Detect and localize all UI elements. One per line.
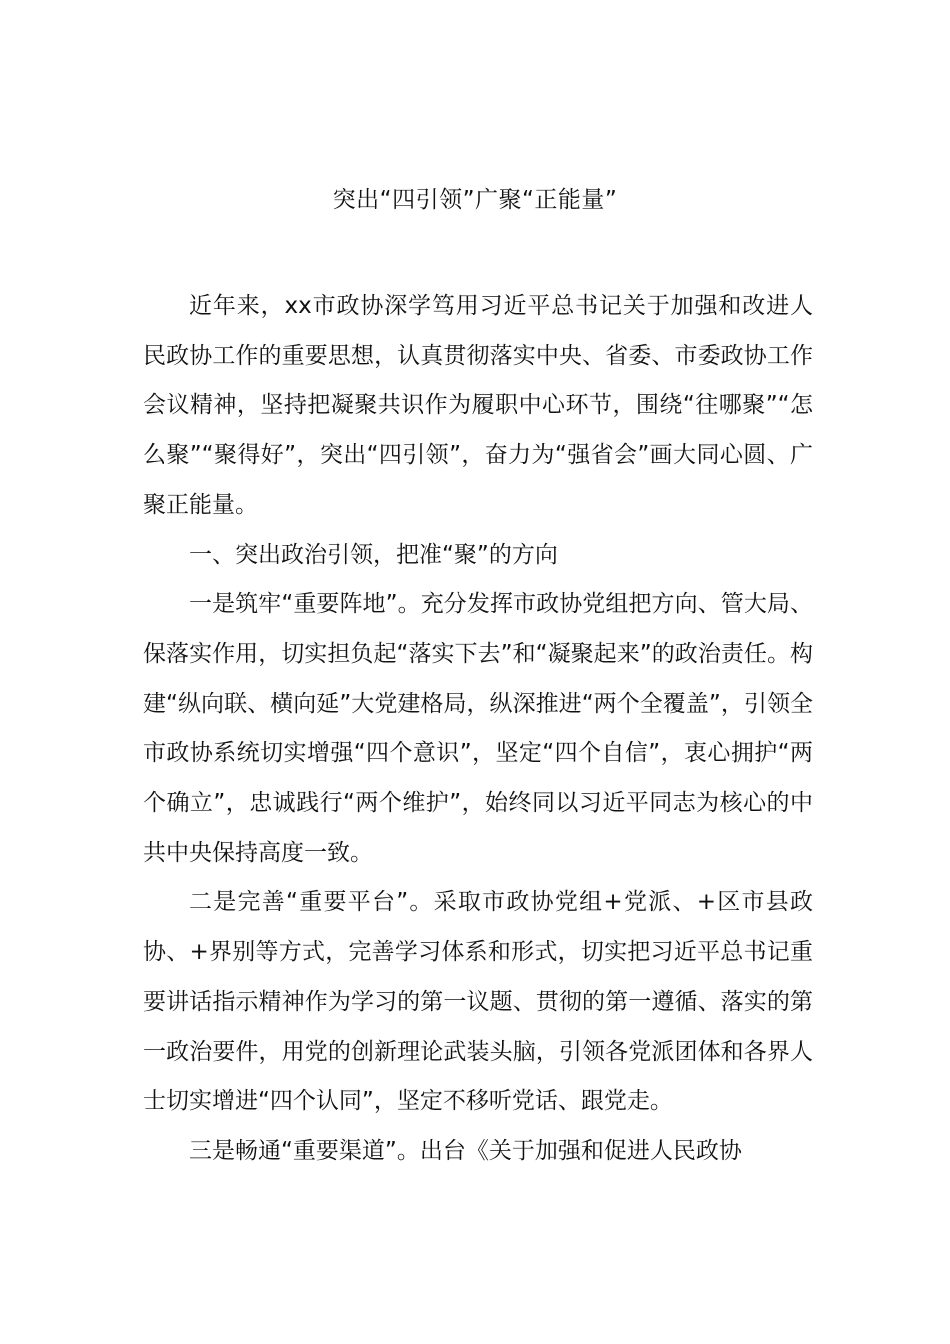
document-body (143, 282, 813, 1177)
paragraph-point-3: 三是畅通“重要渠道”。出台《关于加强和促进人民政协 (189, 1137, 742, 1164)
paragraph-point-2: 二是完善“重要平台”。采取市政协党组+党派、+区市县政协、+界别等方式，完善学习体系和形式，切实把习近平总书记重要讲话指示精神作为学习的第一议题、贯彻的第一遵循、落实的第一政治要件，用党的创新理论武装头脑，引领各党派团体和各界人士切实增进“四个认同”，坚定不移听党话、跟党走。 (143, 889, 813, 1115)
paragraph-intro: 近年来，xx市政协深学笃用习近平总书记关于加强和改进人民政协工作的重要思想，认真贯彻落实中央、省委、市委政协工作会议精神，坚持把凝聚共识作为履职中心环节，围绕“往哪聚”“怎么聚”“聚得好”，突出“四引领”，奋力为“强省会”画大同心圆、广聚正能量。 (143, 293, 813, 518)
document-title: 突出“四引领”广聚“正能量” (332, 187, 618, 213)
section-heading-1: 一、突出政治引领，把准“聚”的方向 (189, 541, 558, 568)
paragraph-point-1: 一是筑牢“重要阵地”。充分发挥市政协党组把方向、管大局、保落实作用，切实担负起“落实下去”和“凝聚起来”的政治责任。构建“纵向联、横向延”大党建格局，纵深推进“两个全覆盖”，引领全市政协系统切实增强“四个意识”，坚定“四个自信”，衷心拥护“两个确立”，忠诚践行“两个维护”，始终同以习近平同志为核心的中共中央保持高度一致。 (143, 591, 813, 866)
